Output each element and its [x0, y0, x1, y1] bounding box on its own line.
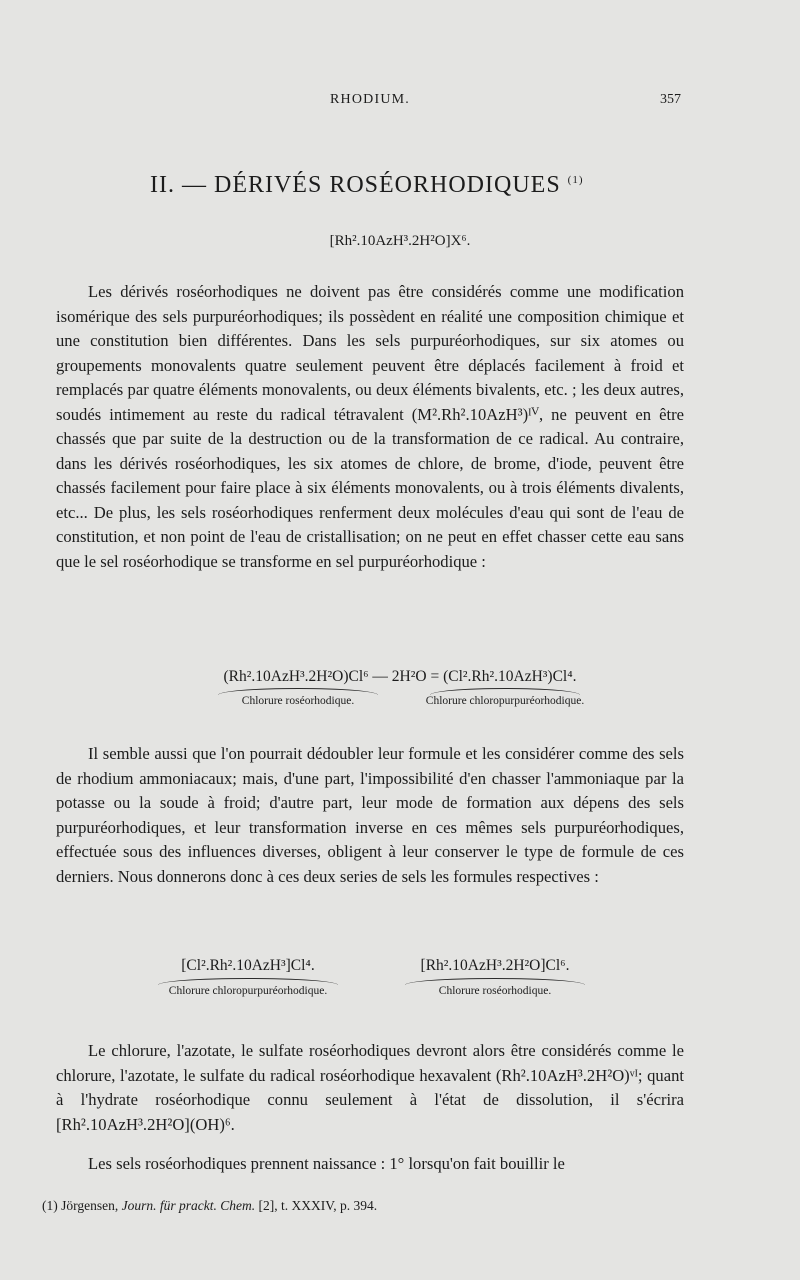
- equation-2-left-caption: Chlorure chloropurpuréorhodique.: [168, 985, 328, 997]
- general-formula: [Rh².10AzH³.2H²O]X⁶.: [329, 233, 471, 249]
- equation-1: (Rh².10AzH³.2H²O)Cl⁶ — 2H²O = (Cl².Rh².10AzH³)Cl⁴.: [223, 668, 577, 685]
- page-number: 357: [660, 92, 681, 107]
- equation-2-right-formula: [Rh².10AzH³.2H²O]Cl⁶.: [420, 957, 570, 974]
- equation-1-right-caption: Chlorure chloropurpuréorhodique.: [425, 695, 585, 707]
- paragraph-4: Les sels roséorhodiques prennent naissance : 1° lorsqu'on fait bouillir le: [88, 1154, 565, 1173]
- equation-1-left-caption: Chlorure roséorhodique.: [241, 695, 355, 707]
- section-footnote-marker: (1): [567, 174, 584, 186]
- equation-2-right-caption: Chlorure roséorhodique.: [438, 985, 552, 997]
- footnote-ref: [2], t. XXXIV, p. 394.: [258, 1198, 378, 1213]
- paragraph-1: Les dérivés roséorhodiques ne doivent pas être considérés comme une modification isomérique des sels purpuréorhodiques; ils possèdent en réalité une composition chimique et une constitution bien différentes. Dans les sels purpuréorhodiques, sur six atomes ou groupements monovalents quatre seulement peuvent être déplacés facilement à froid et remplacés par quatre éléments monovalents, ou deux éléments bivalents, etc. ; les deux autres, soudés intimement au reste du radical tétravalent (M².Rh².10AzH³)ᴵⱽ, ne peuvent en être chassés que par suite de la destruction ou de la transformation de ce radical. Au contraire, dans les dérivés roséorhodiques, les six atomes de chlore, de brome, d'iode, peuvent être chassés facilement pour faire place à six éléments monovalents, ou à trois éléments divalents, etc... De plus, les sels roséorhodiques renferment deux molécules d'eau qui sont de l'eau de constitution, et non point de l'eau de cristallisation; on ne peut en effet chasser cette eau sans que le sel roséorhodique se transforme en sel purpuréorhodique :: [56, 282, 684, 571]
- section-title: [150, 172, 650, 199]
- running-head: [0, 92, 800, 112]
- running-title: RHODIUM.: [330, 92, 410, 107]
- paragraph-2: Il semble aussi que l'on pourrait dédoubler leur formule et les considérer comme des sels de rhodium ammoniacaux; mais, d'une part, l'impossibilité d'en chasser l'ammoniaque par la potasse ou la soude à froid; d'autre part, leur mode de formation aux dépens des sels purpuréorhodiques, et leur transformation inverse en ces mêmes sels purpuréorhodiques, effectuée sous des influences diverses, obligent à leur conserver le type de formule de ces derniers. Nous donnerons donc à ces deux series de sels les formules respectives :: [56, 744, 684, 886]
- footnote-marker: (1): [42, 1198, 58, 1213]
- paragraph-3: Le chlorure, l'azotate, le sulfate roséorhodiques devront alors être considérés comme le chlorure, l'azotate, le sulfate du radical roséorhodique hexavalent (Rh².10AzH³.2H²O)ᵛᴵ; quant à l'hydrate roséorhodique connu seulement à l'état de dissolution, il s'écrira [Rh².10AzH³.2H²O](OH)⁶.: [56, 1041, 684, 1134]
- footnote: [42, 1198, 377, 1214]
- section-title-text: II. — DÉRIVÉS ROSÉORHODIQUES: [150, 172, 561, 198]
- equation-2-left-formula: [Cl².Rh².10AzH³]Cl⁴.: [181, 957, 315, 974]
- footnote-journal: Journ. für prackt. Chem.: [121, 1198, 256, 1213]
- footnote-author: Jörgensen,: [61, 1198, 119, 1213]
